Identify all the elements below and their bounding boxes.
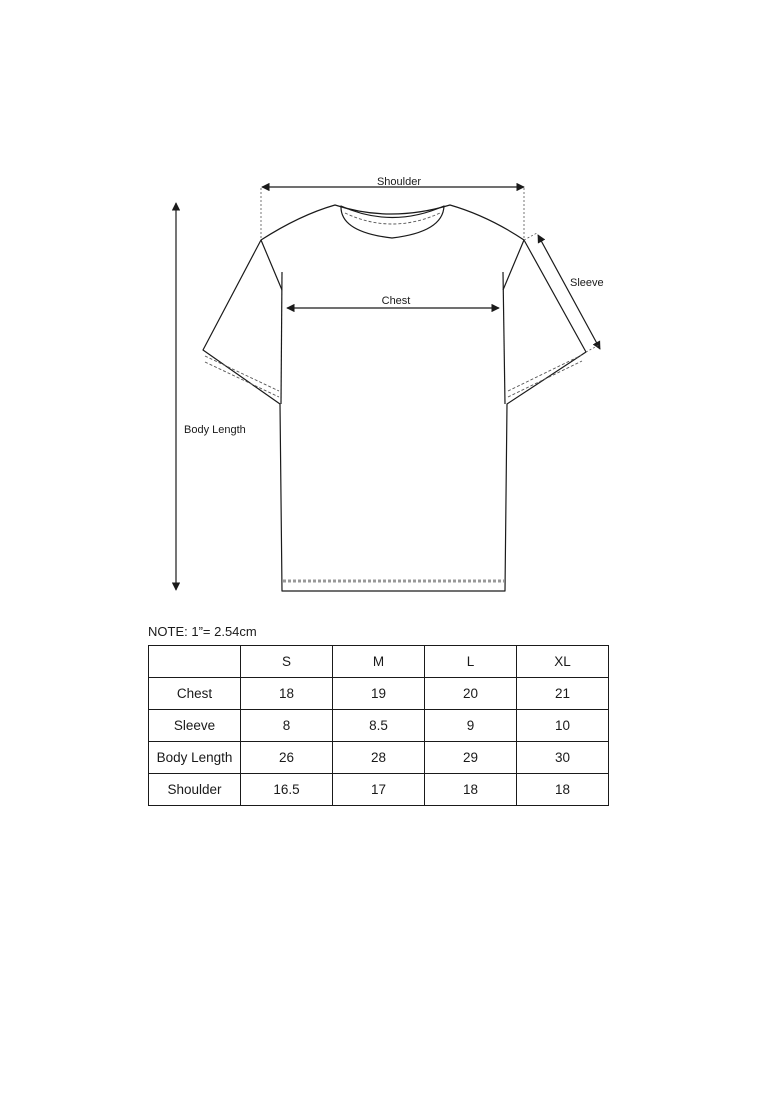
row-label: Body Length xyxy=(149,742,241,774)
body-length-label: Body Length xyxy=(184,424,246,436)
measurement-arrows xyxy=(176,187,600,590)
row-label: Shoulder xyxy=(149,774,241,806)
right-armhole xyxy=(503,240,524,290)
tshirt-body-outline xyxy=(203,205,586,591)
table-cell: 21 xyxy=(517,678,609,710)
left-cuff-stitch-1 xyxy=(205,356,279,391)
header-cell-blank xyxy=(149,646,241,678)
shoulder-label: Shoulder xyxy=(376,176,422,188)
table-cell: 10 xyxy=(517,710,609,742)
table-cell: 16.5 xyxy=(241,774,333,806)
collar-stitch xyxy=(345,213,440,224)
table-row-chest xyxy=(149,678,609,710)
sleeve-label: Sleeve xyxy=(570,277,604,289)
table-cell: 8 xyxy=(241,710,333,742)
row-label: Chest xyxy=(149,678,241,710)
right-sleeve-seam xyxy=(503,272,505,404)
size-chart-table xyxy=(148,645,609,806)
row-label: Sleeve xyxy=(149,710,241,742)
table-cell: 8.5 xyxy=(333,710,425,742)
left-armhole xyxy=(261,240,282,290)
chest-label: Chest xyxy=(381,295,411,307)
tshirt-outline xyxy=(203,205,586,591)
right-cuff-stitch-1 xyxy=(508,355,582,391)
table-cell: 20 xyxy=(425,678,517,710)
header-cell-size-s: S xyxy=(241,646,333,678)
header-cell-size-m: M xyxy=(333,646,425,678)
table-cell: 18 xyxy=(241,678,333,710)
table-header-row xyxy=(149,646,609,678)
table-cell: 18 xyxy=(517,774,609,806)
table-row-sleeve xyxy=(149,710,609,742)
unit-note: NOTE: 1”= 2.54cm xyxy=(148,624,257,639)
sleeve-guide-bottom xyxy=(586,345,599,352)
table-cell: 19 xyxy=(333,678,425,710)
right-cuff-stitch-2 xyxy=(508,361,582,397)
table-cell: 18 xyxy=(425,774,517,806)
sleeve-arrow xyxy=(538,235,600,349)
table-cell: 30 xyxy=(517,742,609,774)
header-cell-size-xl: XL xyxy=(517,646,609,678)
table-cell: 28 xyxy=(333,742,425,774)
table-cell: 29 xyxy=(425,742,517,774)
table-cell: 9 xyxy=(425,710,517,742)
sleeve-guide-top xyxy=(524,233,537,240)
table-cell: 26 xyxy=(241,742,333,774)
left-cuff-stitch-2 xyxy=(205,362,279,397)
table-cell: 17 xyxy=(333,774,425,806)
header-cell-size-l: L xyxy=(425,646,517,678)
left-sleeve-seam xyxy=(281,272,282,404)
table-row-shoulder xyxy=(149,774,609,806)
table-row-body-length xyxy=(149,742,609,774)
